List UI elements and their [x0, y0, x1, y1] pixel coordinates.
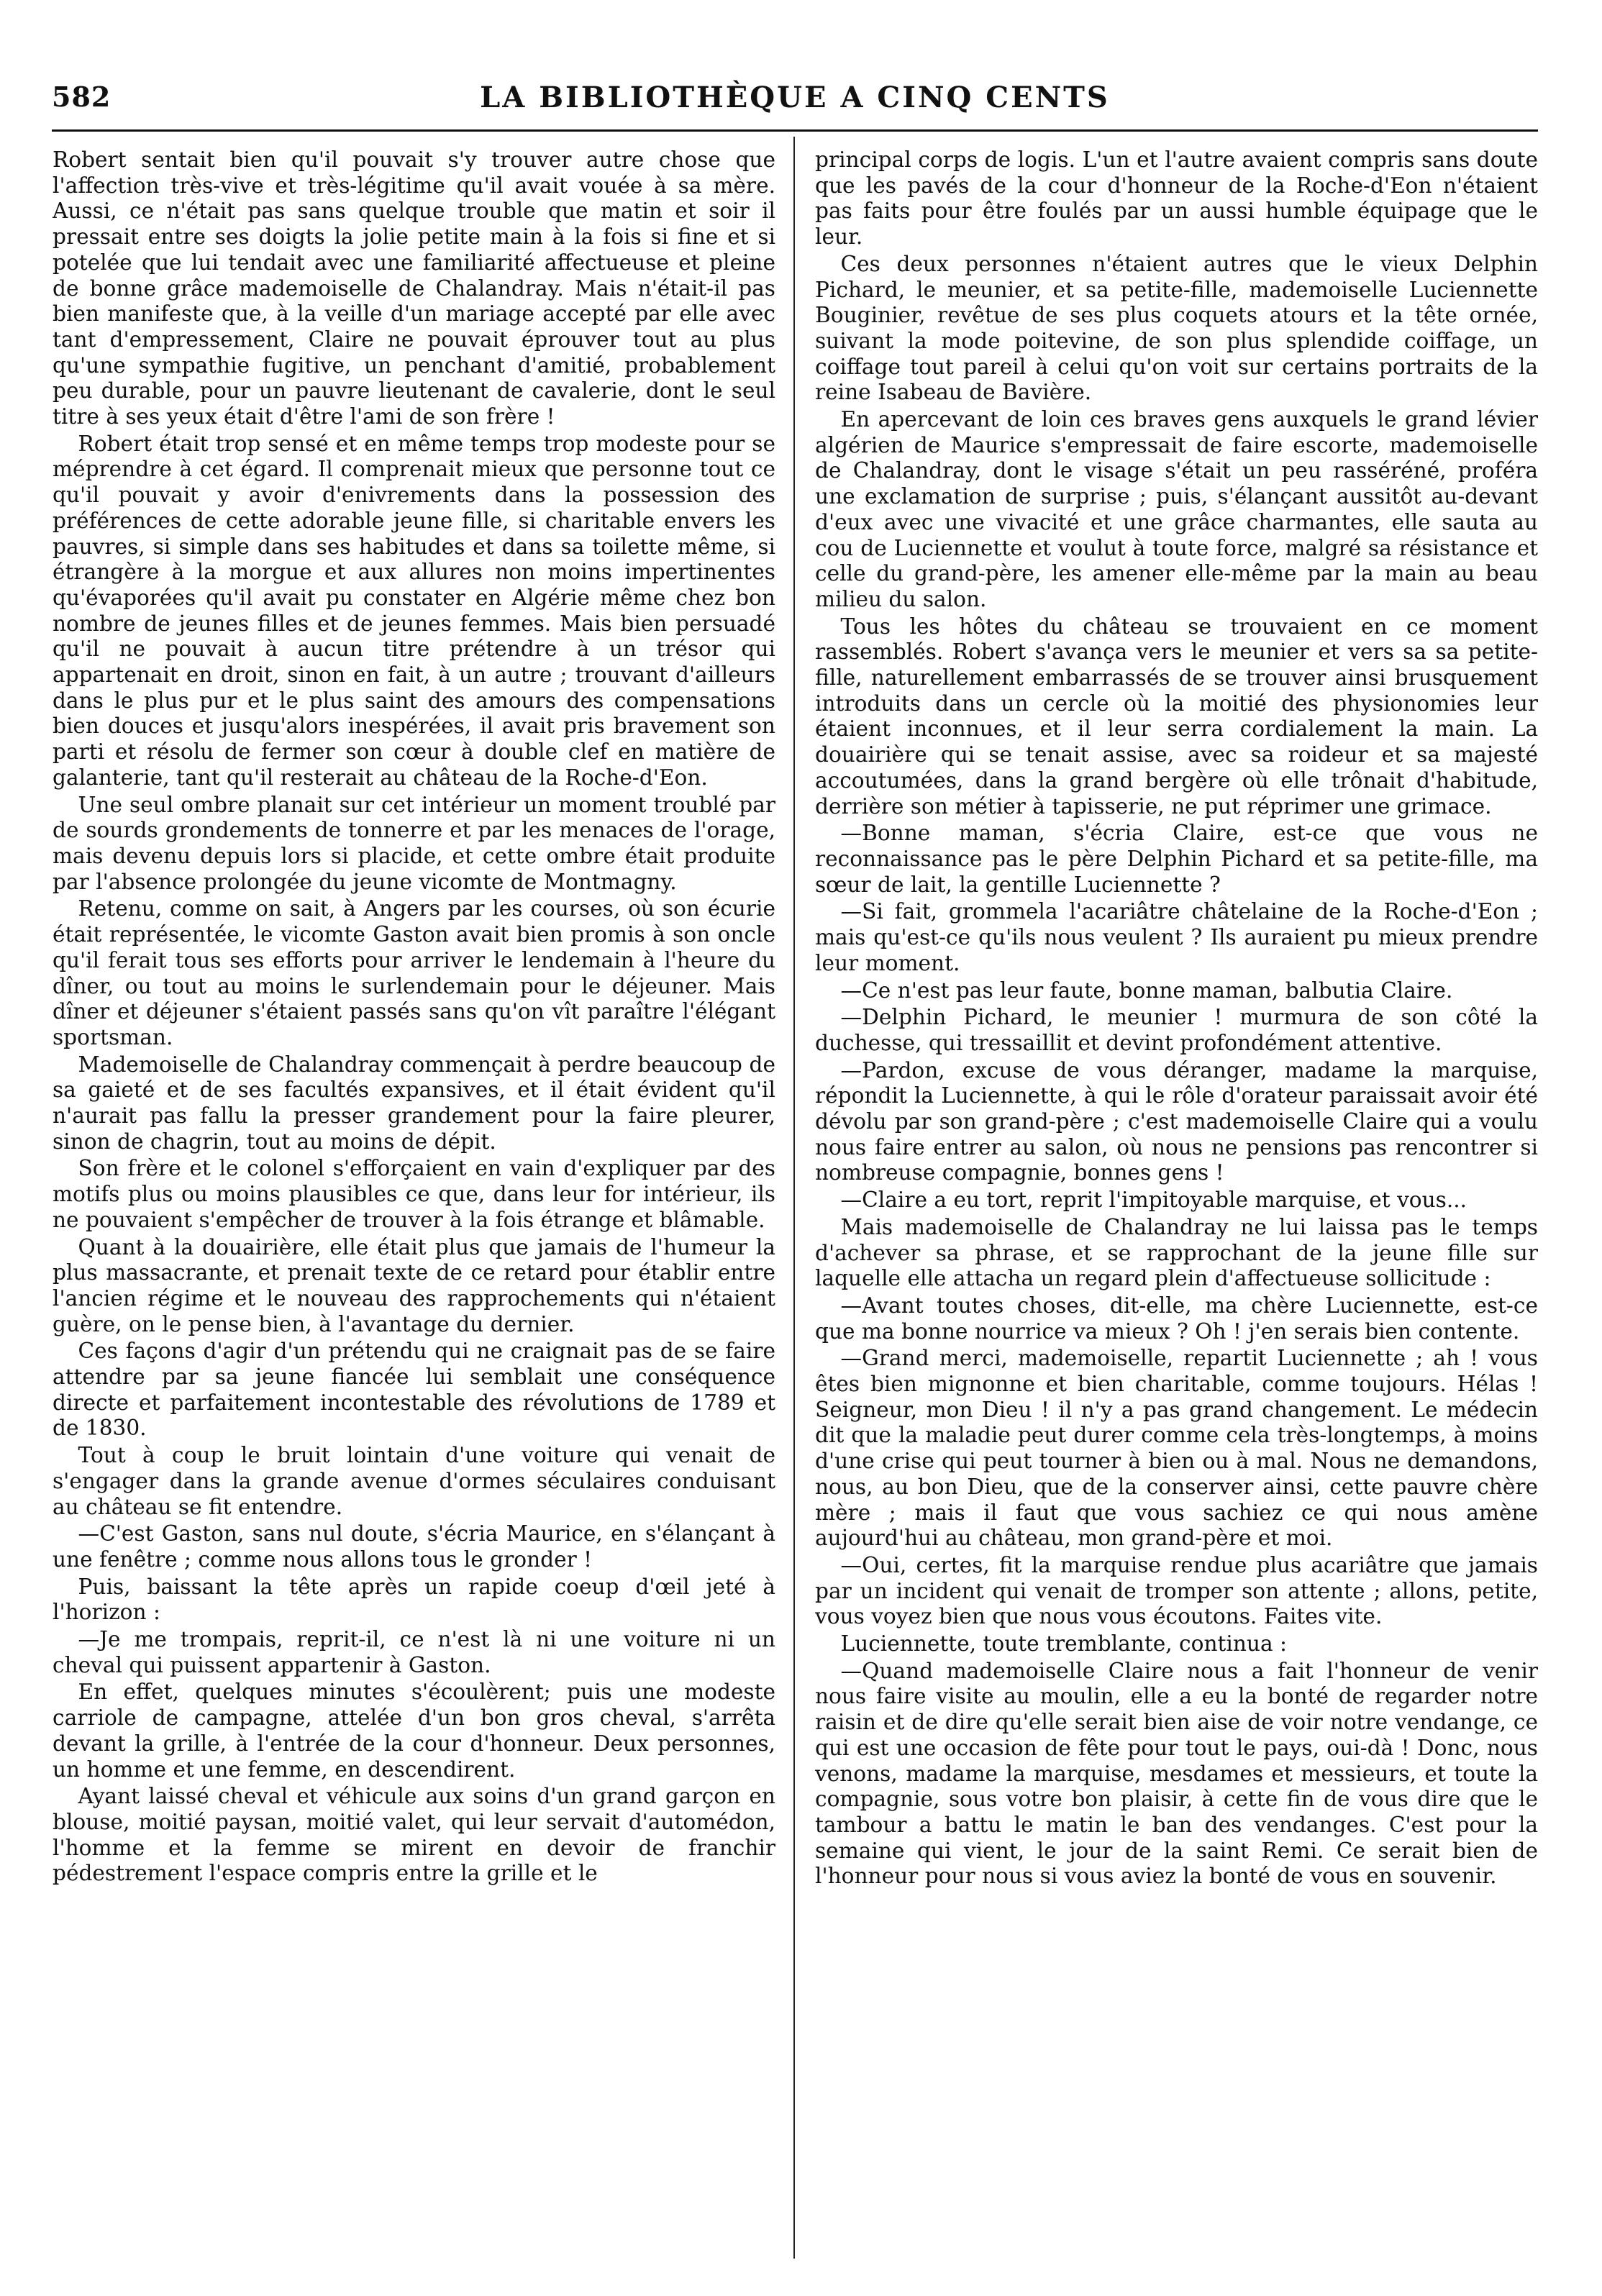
paragraph: —Bonne maman, s'écria Claire, est-ce que vous ne reconnaissance pas le père Delphin Pichard et sa petite-fille, ma sœur de lait, la gentille Luciennette ? — [815, 821, 1538, 897]
running-title: LA BIBLIOTHÈQUE A CINQ CENTS — [480, 81, 1110, 114]
paragraph: —Ce n'est pas leur faute, bonne maman, balbutia Claire. — [840, 978, 1453, 1003]
paragraph: —Claire a eu tort, reprit l'impitoyable marquise, et vous... — [840, 1188, 1467, 1213]
paragraph: Robert sentait bien qu'il pouvait s'y trouver autre chose que l'affection très-vive et très-légitime qu'il avait vouée à sa mère. Aussi, ce n'était pas sans quelque trouble que matin et soir il pressait entre ses doigts la jolie petite main à la fois si fine et si potelée que lui tendait avec une familiarité affectueuse et pleine de bonne grâce mademoiselle de Chalandray. Mais n'était-il pas bien manifeste que, à la veille d'un mariage accepté par elle avec tant d'empressement, Claire ne pouvait éprouver tout au plus qu'une sympathie fugitive, un penchant d'amitié, probablement peu durable, pour un pauvre lieutenant de cavalerie, dont le seul titre à ses yeux était d'être l'ami de son frère ! — [53, 147, 775, 429]
paragraph: Ayant laissé cheval et véhicule aux soins d'un grand garçon en blouse, moitié paysan, moitié valet, qui leur servait d'automédon, l'homme et la femme se mirent en devoir de franchir pédestrement l'espace compris entre la grille et le — [53, 1784, 775, 1886]
paragraph: Mais mademoiselle de Chalandray ne lui laissa pas le temps d'achever sa phrase, et se rapprochant de la jeune fille sur laquelle elle attacha un regard plein d'affectueuse sollicitude : — [815, 1214, 1538, 1291]
paragraph: Tous les hôtes du château se trouvaient en ce moment rassemblés. Robert s'avança vers le meunier et vers sa sa petite-fille, naturellement embarrassés de se trouver ainsi brusquement introduits dans un cercle où la moitié des physionomies leur étaient inconnues, et il leur serra cordialement la main. La douairière qui se tenait assise, avec sa roideur et sa majesté accoutumées, dans la grand bergère où elle trônait d'habitude, derrière son métier à tapisserie, ne put réprimer une grimace. — [815, 614, 1538, 819]
paragraph: —Delphin Pichard, le meunier ! murmura de son côté la duchesse, qui tressaillit et devint profondément attentive. — [815, 1005, 1538, 1055]
paragraph: En apercevant de loin ces braves gens auxquels le grand lévier algérien de Maurice s'empressait de faire escorte, mademoiselle de Chalandray, dont le visage s'était un peu rasséréné, proféra une exclamation de surprise ; puis, s'élançant aussitôt au-devant d'eux avec une vivacité et une grâce charmantes, elle sauta au cou de Luciennette et voulut à toute force, malgré sa résistance et celle du grand-père, les amener elle-même par la main au beau milieu du salon. — [815, 407, 1538, 611]
paragraph: —Si fait, grommela l'acariâtre châtelaine de la Roche-d'Eon ; mais qu'est-ce qu'ils nous veulent ? Ils auraient pu mieux prendre leur moment. — [815, 899, 1538, 975]
paragraph: Puis, baissant la tête après un rapide coeup d'œil jeté à l'horizon : — [53, 1574, 775, 1625]
paragraph: En effet, quelques minutes s'écoulèrent; puis une modeste carriole de campagne, attelée d'un bon gros cheval, s'arrêta devant la grille, à l'entrée de la cour d'honneur. Deux personnes, un homme et une femme, en descendirent. — [53, 1680, 775, 1782]
column-divider — [793, 137, 795, 2259]
paragraph: Retenu, comme on sait, à Angers par les courses, où son écurie était représentée, le vicomte Gaston avait bien promis à son oncle qu'il ferait tous ses efforts pour arriver le lendemain à l'heure du dîner, ou tout au moins le surlendemain pour le déjeuner. Mais dîner et déjeuner s'étaient passés sans qu'on vît paraître l'élégant sportsman. — [53, 896, 775, 1049]
paragraph: —C'est Gaston, sans nul doute, s'écria Maurice, en s'élançant à une fenêtre ; comme nous allons tous le gronder ! — [53, 1521, 775, 1572]
right-column — [815, 147, 1538, 2259]
paragraph: Tout à coup le bruit lointain d'une voiture qui venait de s'engager dans la grande avenue d'ormes séculaires conduisant au château se fit entendre. — [53, 1443, 775, 1519]
paragraph: principal corps de logis. L'un et l'autre avaient compris sans doute que les pavés de la cour d'honneur de la Roche-d'Eon n'étaient pas faits pour être foulés par un aussi humble équipage que le leur. — [815, 147, 1538, 250]
paragraph: —Quand mademoiselle Claire nous a fait l'honneur de venir nous faire visite au moulin, elle a eu la bonté de regarder notre raisin et de dire qu'elle serait bien aise de voir notre vendange, ce qui est une occasion de fête pour tout le pays, oui-dà ! Donc, nous venons, madame la marquise, mesdames et messieurs, et toute la compagnie, sous votre bon plaisir, à cette fin de vous dire que le tambour a battu le matin le ban des vendanges. C'est pour la semaine qui vient, le jour de la saint Remi. Ce serait bien de l'honneur pour nous si vous aviez la bonté de vous en souvenir. — [815, 1658, 1538, 1889]
page-number: 582 — [52, 81, 111, 113]
paragraph: —Pardon, excuse de vous déranger, madame la marquise, répondit la Luciennette, à qui le rôle d'orateur paraissait avoir été dévolu par son grand-père ; c'est mademoiselle Claire qui a voulu nous faire entrer au salon, où nous ne pensions pas rencontrer si nombreuse compagnie, bonnes gens ! — [815, 1057, 1538, 1185]
paragraph: —Je me trompais, reprit-il, ce n'est là ni une voiture ni un cheval qui puissent appartenir à Gaston. — [53, 1627, 775, 1677]
left-column — [53, 147, 775, 2259]
paragraph: Ces façons d'agir d'un prétendu qui ne craignait pas de se faire attendre par sa jeune fiancée lui semblait une conséquence directe et parfaitement incontestable des révolutions de 1789 et de 1830. — [53, 1339, 775, 1441]
header-rule — [52, 129, 1538, 132]
paragraph: Ces deux personnes n'étaient autres que le vieux Delphin Pichard, le meunier, et sa petite-fille, mademoiselle Luciennette Bouginier, revêtue de ses plus coquets atours et la tête ornée, suivant la mode poitevine, de son plus splendide coiffage, un coiffage tout pareil à celui qu'on voit sur certains portraits de la reine Isabeau de Bavière. — [815, 251, 1538, 405]
paragraph: Quant à la douairière, elle était plus que jamais de l'humeur la plus massacrante, et prenait texte de ce retard pour établir entre l'ancien régime et le nouveau des rapprochements qui n'étaient guère, on le pense bien, à l'avantage du dernier. — [53, 1234, 775, 1336]
page-header — [52, 81, 1538, 124]
paragraph: Robert était trop sensé et en même temps trop modeste pour se méprendre à cet égard. Il comprenait mieux que personne tout ce qu'il pouvait y avoir d'enivrements dans la possession des préférences de cette adorable jeune fille, si charitable envers les pauvres, si simple dans ses habitudes et dans sa toilette même, si étrangère à la morgue et aux allures non moins impertinentes qu'évaporées qu'il avait pu constater en Algérie même chez bon nombre de jeunes filles et de jeunes femmes. Mais bien persuadé qu'il ne pouvait à aucun titre prétendre à un trésor qui appartenait en droit, sinon en fait, à un autre ; trouvant d'ailleurs dans le plus pur et le plus saint des amours des compensations bien douces et jusqu'alors inespérées, il avait pris bravement son parti et résolu de fermer son cœur à double clef en matière de galanterie, tant qu'il resterait au château de la Roche-d'Eon. — [53, 431, 775, 790]
paragraph: Une seul ombre planait sur cet intérieur un moment troublé par de sourds grondements de tonnerre et par les menaces de l'orage, mais devenu depuis lors si placide, et cette ombre était produite par l'absence prolongée du jeune vicomte de Montmagny. — [53, 792, 775, 894]
paragraph: —Avant toutes choses, dit-elle, ma chère Luciennette, est-ce que ma bonne nourrice va mieux ? Oh ! j'en serais bien contente. — [815, 1293, 1538, 1344]
paragraph: Luciennette, toute tremblante, continua : — [840, 1631, 1288, 1657]
paragraph: Son frère et le colonel s'efforçaient en vain d'expliquer par des motifs plus ou moins plausibles ce que, dans leur for intérieur, ils ne pouvaient s'empêcher de trouver à la fois étrange et blâmable. — [53, 1156, 775, 1232]
paragraph: —Grand merci, mademoiselle, repartit Luciennette ; ah ! vous êtes bien mignonne et bien charitable, comme toujours. Hélas ! Seigneur, mon Dieu ! il n'y a pas grand changement. Le médecin dit que la maladie peut durer comme cela très-longtemps, à moins d'une crise qui peut tourner à bien ou à mal. Nous ne demandons, nous, au bon Dieu, que de la conserver ainsi, cette pauvre chère mère ; mais il faut que vous sachiez ce qui nous amène aujourd'hui au château, mon grand-père et moi. — [815, 1346, 1538, 1551]
paragraph: Mademoiselle de Chalandray commençait à perdre beaucoup de sa gaieté et de ses facultés expansives, et il était évident qu'il n'aurait pas fallu la presser grandement pour la faire pleurer, sinon de chagrin, tout au moins de dépit. — [53, 1052, 775, 1154]
paragraph: —Oui, certes, fit la marquise rendue plus acariâtre que jamais par un incident qui venait de tromper son attente ; allons, petite, vous voyez bien que nous vous écoutons. Faites vite. — [815, 1552, 1538, 1629]
